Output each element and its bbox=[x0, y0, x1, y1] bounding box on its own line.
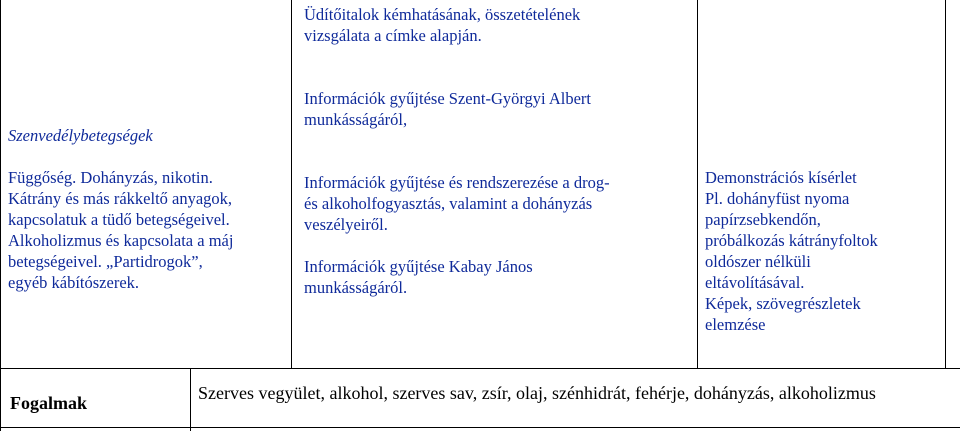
table-divider-fogalmak bbox=[190, 368, 191, 431]
activity-line: Információk gyűjtése Szent-Györgyi Albert bbox=[304, 89, 592, 108]
demo-line: Demonstrációs kísérlet bbox=[705, 168, 857, 187]
demo-line: papírzsebkendőn, bbox=[705, 210, 821, 229]
table-divider-1 bbox=[291, 0, 292, 368]
activity-line: veszélyeiről. bbox=[304, 215, 388, 234]
demo-line: elemzése bbox=[705, 315, 766, 334]
demo-line: oldószer nélküli bbox=[705, 252, 811, 271]
fogalmak-label: Fogalmak bbox=[10, 393, 88, 413]
activity-line: vizsgálata a címke alapján. bbox=[304, 26, 482, 45]
topic-line: egyéb kábítószerek. bbox=[8, 273, 140, 292]
demonstration-cell bbox=[705, 167, 943, 335]
topic-line: betegségeivel. „Partidrogok”, bbox=[8, 252, 203, 271]
topic-title: Szenvedélybetegségek bbox=[8, 126, 153, 145]
activity-line: Információk gyűjtése és rendszerezése a drog- bbox=[304, 173, 610, 192]
demo-line: próbálkozás kátrányfoltok bbox=[705, 231, 878, 250]
table-divider-3 bbox=[945, 0, 946, 368]
demo-line: Képek, szövegrészletek bbox=[705, 294, 861, 313]
demo-line: Pl. dohányfüst nyoma bbox=[705, 189, 850, 208]
table-divider-2 bbox=[697, 0, 698, 368]
table-border-bottom bbox=[0, 427, 960, 428]
topic-line: kapcsolatuk a tüdő betegségeivel. bbox=[8, 210, 230, 229]
topic-cell bbox=[8, 125, 288, 293]
activities-cell bbox=[304, 4, 694, 298]
topic-line: Alkoholizmus és kapcsolata a máj bbox=[8, 231, 234, 250]
activity-line: és alkoholfogyasztás, valamint a dohányzás bbox=[304, 194, 593, 213]
activity-line: munkásságáról. bbox=[304, 278, 408, 297]
activity-line: Üdítőitalok kémhatásának, összetételének bbox=[304, 5, 581, 24]
table-border-left bbox=[0, 0, 1, 431]
topic-line: Függőség. Dohányzás, nikotin. bbox=[8, 168, 213, 187]
demo-line: eltávolításával. bbox=[705, 273, 805, 292]
activity-line: Információk gyűjtése Kabay János bbox=[304, 257, 533, 276]
table-row-divider bbox=[0, 368, 960, 369]
fogalmak-text: Szerves vegyület, alkohol, szerves sav, zsír, olaj, szénhidrát, fehérje, dohányzás, alkoholizmus bbox=[198, 383, 876, 403]
topic-line: Kátrány és más rákkeltő anyagok, bbox=[8, 189, 233, 208]
activity-line: munkásságáról, bbox=[304, 110, 408, 129]
